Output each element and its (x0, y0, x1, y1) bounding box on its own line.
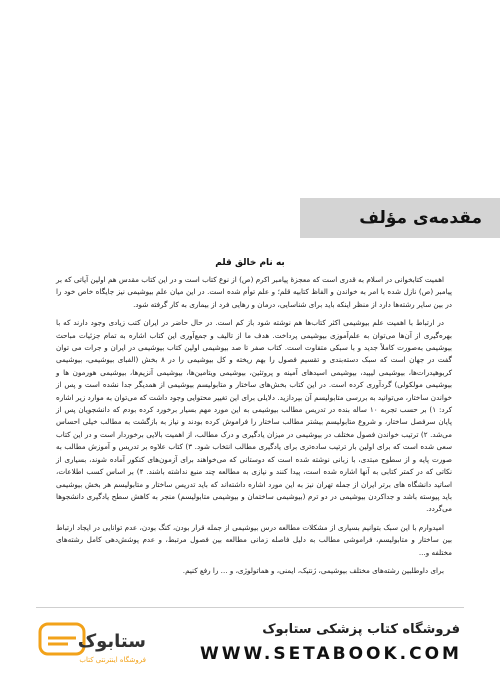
chapter-title-bar (300, 198, 500, 238)
paragraph-2: در ارتباط با اهمیت علم بیوشیمی اکثر کتاب‌ها هم نوشته شود باز کم است. در حال حاضر در ایران کتب زیادی وجود دارند که با بهره‌گیری از آن‌ها می‌توان به علم‌آموزی بیوشیمی پرداخت. هدف ما از تالیف و جمع‌آوری این کتاب اشاره به تمام جزئیات مباحث بیوشیمی به‌صورت کاملاً جدید و با سبکی متفاوت است. کتاب صفر تا صد بیوشیمی اولین کتاب بیوشیمی در ایران و جرات می توان گفت در جهان است که سبک دسته‌بندی و تقسیم فصول را بهم ریخته و کل بیوشیمی را در ۸ بخش (الفبای بیوشیمی، بیوشیمی کربوهیدرات‌ها، بیوشیمی لیپید، بیوشیمی اسیدهای آمینه و پروتئین، بیوشیمی ویتامین‌ها، بیوشیمی آنزیم‌ها، بیوشیمی هورمون ها و بیوشیمی مولکولی) گردآوری کرده است. در این کتاب بخش‌های ساختار و متابولیسم بیوشیمی از همدیگر جدا نشده است و پس از خواندن ساختار، می‌توانید به بررسی متابولیسم آن بپردازید. دلایلی برای این تغییر محتوایی وجود داشت که می‌توان به موارد زیر اشاره کرد: ۱) بر حسب تجربه ۱۰ ساله بنده در تدریس مطالب بیوشیمی به این مورد مهم بسیار برخورد کرده بودم که دانشجویان پس از پایان سرفصل ساختار، و شروع متابولیسم بیشتر مطالب ساختار را فراموش کرده بودند و نیاز به بازگشت به مطالب خیلی احساس می‌شد. ۲) ترتیب خواندن فصول مختلف در بیوشیمی در میزان یادگیری و درک مطالب، از اهمیت بالایی برخوردار است و در این کتاب سعی شده است که برای اولین بار ترتیب ساده‌تری برای یادگیری مطالب انتخاب شود. ۳) کتاب علاوه بر تدریس و آموزش مطالب به صورت پایه و از سطوح مبتدی، با زبانی نوشته شده است که دوستانی که می‌خواهند برای آزمون‌های کنکور آماده شوند، بسیاری از نکاتی که در کمتر کتابی به آنها اشاره شده است، پیدا کنند و نیازی به مطالعه چند منبع نداشته باشند. ۴) بر اساس کسب اطلاعات، اساتید دانشگاه های برتر ایران از جمله تهران نیز به این مورد اشاره داشته‌اند که باید تدریس ساختار و متابولیسم هر بخش بیوشیمی باید پیوسته باشد و جداکردن بیوشیمی در دو ترم (بیوشیمی ساختمان و بیوشیمی متابولیسم) منجر به کاهش سطح یادگیری دانشجوها می‌گردد. (56, 318, 452, 514)
body-text (56, 274, 452, 583)
logo-text: ستابوک (77, 631, 146, 652)
section-subheading: به نام خالق قلم (215, 258, 285, 268)
footer-divider (36, 607, 464, 608)
store-name: فروشگاه کتاب پزشکی ستابوک (262, 622, 460, 637)
paragraph-1: اهمیت کتابخوانی در اسلام به قدری است که معجزهٔ پیامبر اکرم (ص) از نوع کتاب است و در این کتاب مقدس هم اولین آیاتی که بر پیامبر (ص) نازل شده با امر به خواندن و الفاظ کتابیه قلم؛ و علم توأم شده است. در این میان علم بیوشیمی نیز جایگاه خاص خود را در بین سایر رشته‌ها دارد از منظر اینکه باید برای شناسایی، درمان و رهایی فرد از بیماری به کار گرفته شود. (56, 275, 452, 309)
setabook-logo[interactable] (38, 620, 158, 668)
paragraph-3: امیدوارم با این سبک بتوانیم بسیاری از مشکلات مطالعه درس بیوشیمی از جمله قرار بودن، کنگ بودن، عدم توانایی در ایجاد ارتباط بین ساختار و متابولیسم، فراموشی مطالب به دلیل فاصله زمانی مطالعه بین فصول مرتبط، و عدم پوشش‌دهی کامل رشته‌های مختلفه و... (56, 522, 452, 557)
paragraph-4: برای داوطلبین رشته‌های مختلف بیوشیمی، ژنتیک، ایمنی، و هماتولوژی، و ... را رفع کنیم. (182, 565, 444, 575)
logo-subtext: فروشگاه اینترنتی کتاب (79, 656, 146, 664)
site-url-link[interactable]: WWW.SETABOOK.COM (200, 644, 462, 664)
footer-banner (0, 600, 500, 700)
chapter-title: مقدمه‌ی مؤلف (359, 208, 482, 228)
